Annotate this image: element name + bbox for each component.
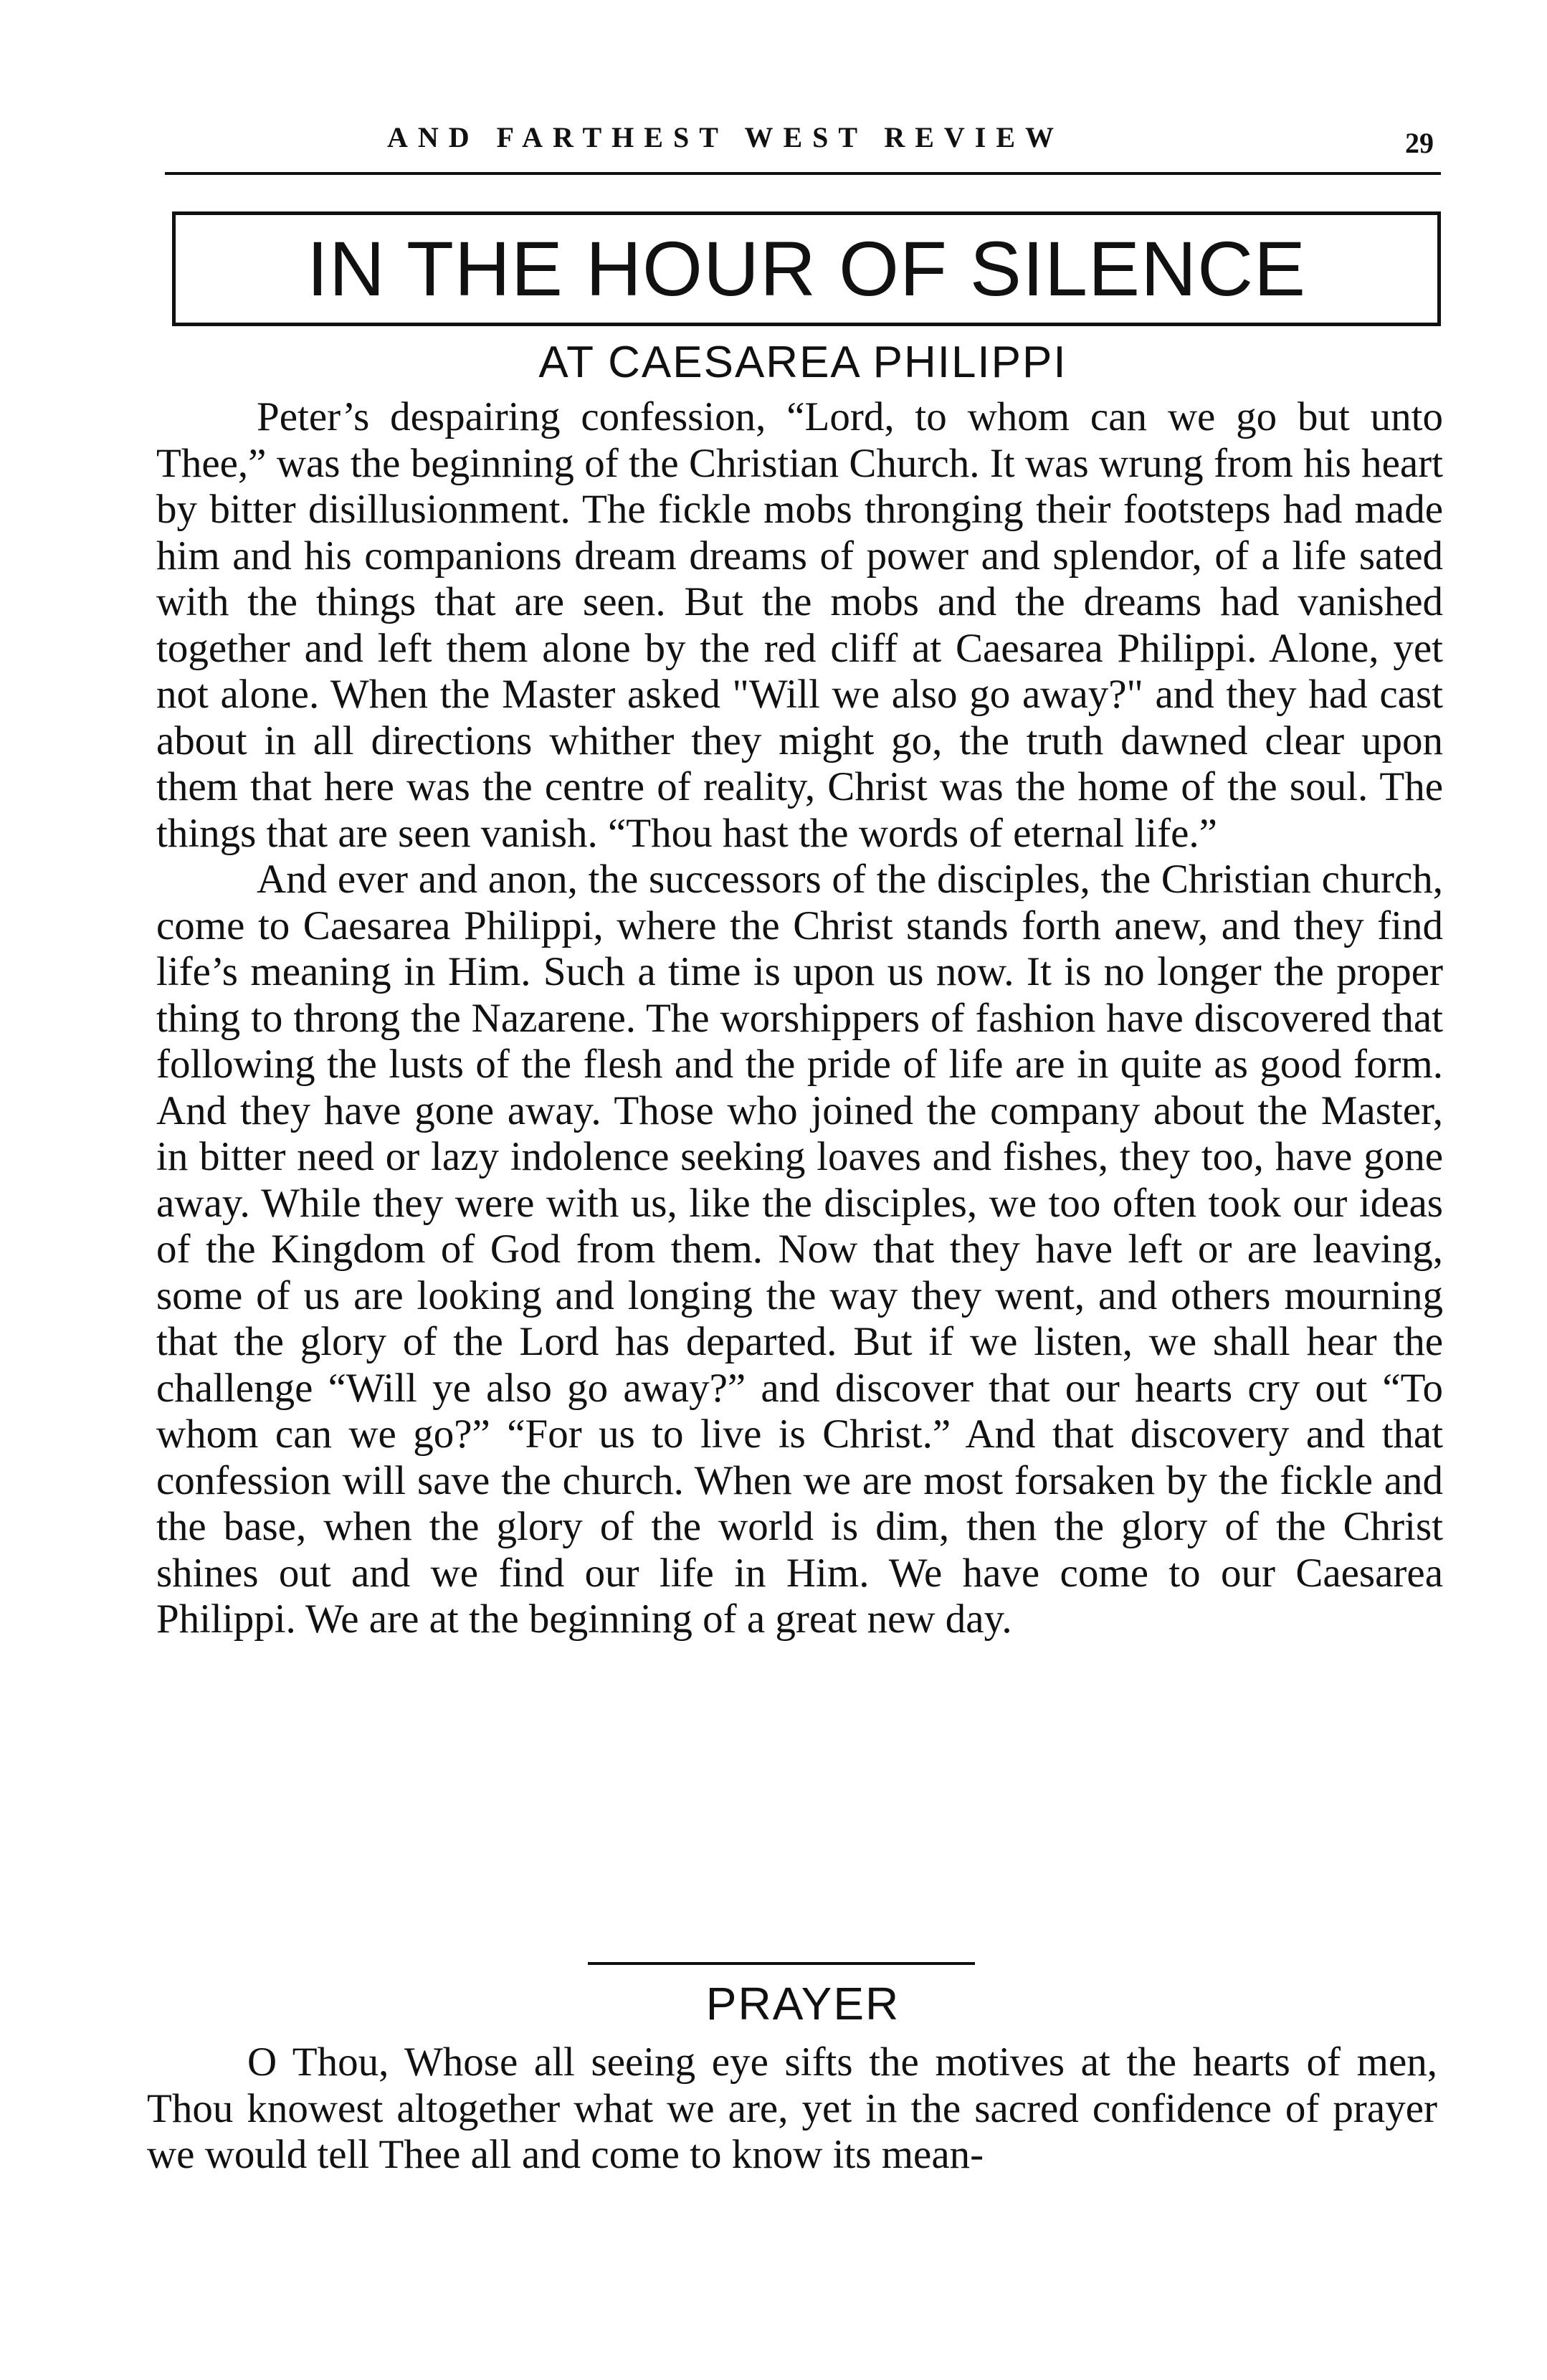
- header-rule: [165, 172, 1441, 175]
- running-head: [165, 120, 1441, 171]
- prayer-heading: PRAYER: [705, 1978, 900, 2029]
- prayer-paragraph: O Thou, Whose all seeing eye sifts the motives at the hearts of men, Thou knowest altogether what we are, yet in the sacred confidence of prayer we would tell Thee all and come to know its mean-: [147, 2039, 1437, 2177]
- title-box: [172, 211, 1441, 326]
- page-number: 29: [1405, 127, 1434, 159]
- article-paragraph-2: And ever and anon, the successors of the disciples, the Christian church, come to Caesarea Philippi, where the Christ stands forth anew, and they find life’s meaning in Him. Such a time is upon us now. It is no longer the proper thing to throng the Nazarene. The worshippers of fashion have discovered that following the lusts of the flesh and the pride of life are in quite as good form. And they have gone away. Those who joined the company about the Master, in bitter need or lazy indolence seeking loaves and fishes, they too, have gone away. While they were with us, like the disciples, we too often took our ideas of the Kingdom of God from them. Now that they have left or are leaving, some of us are looking and longing the way they went, and others mourning that the glory of the Lord has departed. But if we listen, we shall hear the challenge “Will ye also go away?” and discover that our hearts cry out “To whom can we go?” “For us to live is Christ.” And that discovery and that confession will save the church. When we are most forsaken by the fickle and the base, when the glory of the world is dim, then the glory of the Christ shines out and we find our life in Him. We have come to our Caesarea Philippi. We are at the beginning of a great new day.: [156, 857, 1443, 1642]
- article-body: [156, 394, 1443, 1643]
- article-subtitle: AT CAESAREA PHILIPPI: [538, 338, 1067, 387]
- article-title: IN THE HOUR OF SILENCE: [306, 225, 1307, 312]
- running-title: AND FARTHEST WEST REVIEW: [387, 121, 1065, 153]
- section-divider: [588, 1962, 975, 1965]
- article-paragraph-1: Peter’s despairing confession, “Lord, to whom can we go but unto Thee,” was the beginning of the Christian Church. It was wrung from his heart by bitter disillusionment. The fickle mobs thronging their footsteps had made him and his companions dream dreams of power and splendor, of a life sated with the things that are seen. But the mobs and the dreams had vanished together and left them alone by the red cliff at Caesarea Philippi. Alone, yet not alone. When the Master asked "Will we also go away?" and they had cast about in all directions whither they might go, the truth dawned clear upon them that here was the centre of reality, Christ was the home of the soul. The things that are seen vanish. “Thou hast the words of eternal life.”: [156, 394, 1443, 856]
- prayer-body: [147, 2039, 1437, 2179]
